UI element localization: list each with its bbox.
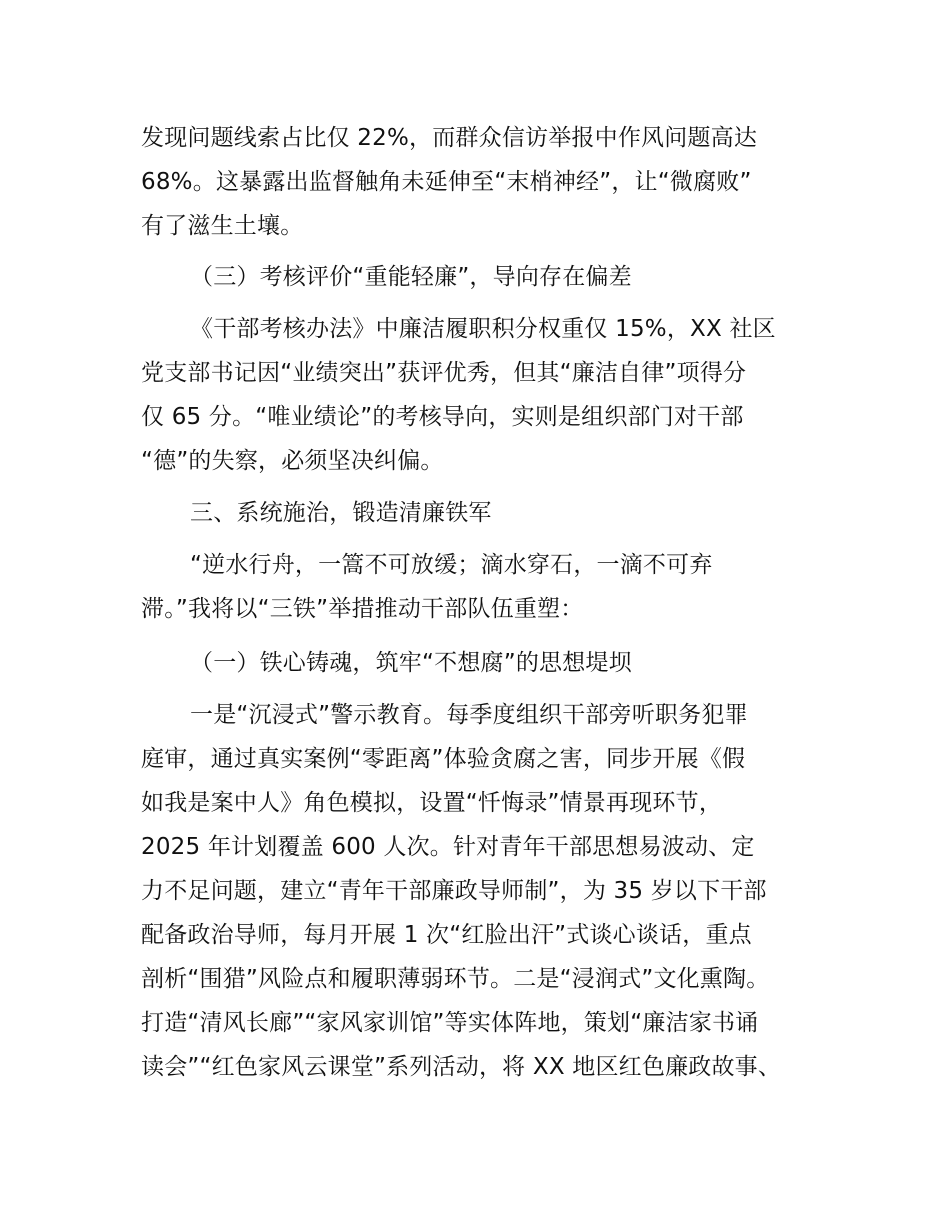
paragraph-line: 力不足问题，建立“青年干部廉政导师制”，为 35 岁以下干部: [141, 878, 767, 904]
paragraph-line: 滞。”我将以“三铁”举措推动干部队伍重塑：: [141, 596, 584, 622]
paragraph-line: 仅 65 分。“唯业绩论”的考核导向，实则是组织部门对干部: [141, 404, 744, 430]
paragraph-line: 读会”“红色家风云课堂”系列活动，将 XX 地区红色廉政故事、: [141, 1054, 782, 1080]
paragraph-line: 2025 年计划覆盖 600 人次。针对青年干部思想易波动、定: [141, 834, 755, 860]
section-heading: （一）铁心铸魂，筑牢“不想腐”的思想堤坝: [190, 650, 632, 676]
paragraph-line: “德”的失察，必须坚决纠偏。: [141, 448, 444, 474]
section-heading: 三、系统施治，锻造清廉铁军: [190, 500, 492, 526]
paragraph-line: 一是“沉浸式”警示教育。每季度组织干部旁听职务犯罪: [190, 702, 748, 728]
paragraph-line: “逆水行舟，一篙不可放缓；滴水穿石，一滴不可弃: [190, 552, 713, 578]
paragraph-line: 配备政治导师，每月开展 1 次“红脸出汗”式谈心谈话，重点: [141, 922, 752, 948]
paragraph-line: 庭审，通过真实案例“零距离”体验贪腐之害，同步开展《假: [141, 746, 746, 772]
paragraph-line: 68%。这暴露出监督触角未延伸至“末梢神经”，让“微腐败”: [141, 169, 752, 195]
paragraph-line: 《干部考核办法》中廉洁履职积分权重仅 15%，XX 社区: [190, 316, 776, 342]
paragraph-line: 党支部书记因“业绩突出”获评优秀，但其“廉洁自律”项得分: [141, 360, 747, 386]
paragraph-line: 有了滋生土壤。: [141, 213, 304, 239]
paragraph-line: 如我是案中人》角色模拟，设置“忏悔录”情景再现环节，: [141, 790, 723, 816]
paragraph-line: 打造“清风长廊”“家风家训馆”等实体阵地，策划“廉洁家书诵: [141, 1010, 759, 1036]
section-heading: （三）考核评价“重能轻廉”，导向存在偏差: [190, 264, 632, 290]
paragraph-line: 发现问题线索占比仅 22%，而群众信访举报中作风问题高达: [141, 125, 758, 151]
paragraph-line: 剖析“围猎”风险点和履职薄弱环节。二是“浸润式”文化熏陶。: [141, 966, 770, 992]
